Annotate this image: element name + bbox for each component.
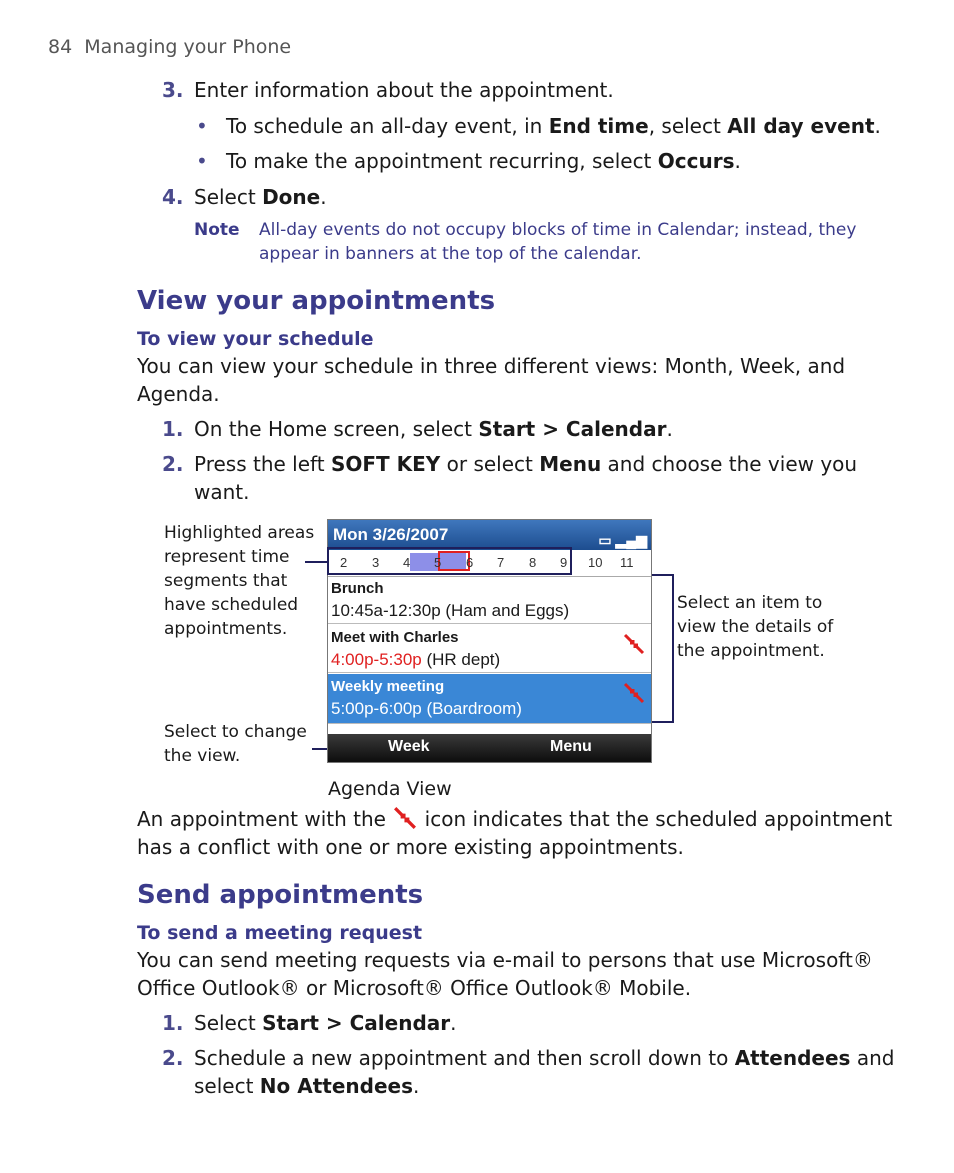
note-label: Note — [194, 220, 240, 240]
figure-caption: Agenda View — [328, 778, 452, 800]
bullet-1: To schedule an all-day event, in End time, select All day event. — [226, 114, 881, 138]
s1-step-1-text: On the Home screen, select Start > Calendar. — [194, 417, 673, 441]
s2-step-2-num: 2. — [162, 1046, 184, 1070]
s2-step-2-text: Schedule a new appointment and then scroll down to Attendees and select No Attendees. — [194, 1046, 895, 1098]
appointment-name: Brunch — [331, 580, 384, 597]
appointment-time: 4:00p-5:30p (HR dept) — [331, 650, 501, 669]
bullet-2: To make the appointment recurring, select Occurs. — [226, 149, 741, 173]
s2-step-1-num: 1. — [162, 1011, 184, 1035]
bullet-dot: • — [196, 149, 208, 173]
page-number: 84 — [48, 36, 73, 58]
battery-signal-icon: ▭ ▂▄▆ — [598, 532, 647, 548]
callout-line — [672, 574, 674, 723]
appointment-item[interactable] — [328, 625, 651, 673]
appointment-item-selected[interactable] — [328, 674, 651, 724]
conflict-icon — [623, 682, 645, 704]
appointment-time: 5:00p-6:00p (Boardroom) — [331, 699, 522, 718]
section-subtitle: To view your schedule — [137, 328, 374, 350]
conflict-paragraph: An appointment with the icon indicates that the scheduled appointment has a conflict with one or more existing appointments. — [137, 807, 893, 859]
hour-label: 7 — [497, 555, 505, 570]
callout-line — [305, 561, 327, 563]
hour-label: 11 — [620, 555, 634, 570]
page-header — [48, 36, 291, 58]
hour-label: 10 — [588, 555, 603, 570]
hour-strip-callout-box — [327, 547, 572, 575]
appointment-name: Weekly meeting — [331, 678, 445, 695]
hour-label: 6 — [466, 555, 474, 570]
step-3: 3. — [162, 78, 184, 102]
callout-line — [652, 721, 674, 723]
conflict-icon — [392, 806, 418, 830]
conflict-icon — [623, 633, 645, 655]
bullet-dot: • — [196, 114, 208, 138]
hour-label: 4 — [403, 555, 411, 570]
section-title: Send appointments — [137, 880, 424, 910]
hour-label: 5 — [434, 555, 442, 570]
appointment-time: 10:45a-12:30p (Ham and Eggs) — [331, 601, 570, 620]
section-subtitle: To send a meeting request — [137, 922, 423, 944]
callout-highlighted-areas: Highlighted areas represent time segments that have scheduled appointments. — [164, 523, 315, 639]
appointment-item[interactable] — [328, 576, 651, 624]
s2-step-1-text: Select Start > Calendar. — [194, 1011, 457, 1035]
hour-label: 3 — [372, 555, 380, 570]
hour-label: 9 — [560, 555, 568, 570]
phone-title-bar — [328, 520, 651, 550]
section-name: Managing your Phone — [84, 36, 292, 58]
hour-label: 2 — [340, 555, 348, 570]
step-3-text: Enter information about the appointment. — [194, 78, 614, 102]
step-4-text: Select Done. — [194, 185, 327, 209]
s1-step-2-num: 2. — [162, 452, 184, 476]
section-body: You can send meeting requests via e-mail to persons that use Microsoft® Office Outlook® or Microsoft® Office Outlook® Mobile. — [137, 948, 873, 1000]
softkey-bar — [328, 734, 651, 762]
callout-change-view: Select to change the view. — [164, 722, 307, 766]
callout-select-item: Select an item to view the details of the appointment. — [677, 593, 834, 661]
note-text: All-day events do not occupy blocks of time in Calendar; instead, they appear in banners at the top of the calendar. — [259, 220, 857, 264]
softkey-right-menu[interactable]: Menu — [550, 738, 592, 755]
hour-label: 8 — [529, 555, 537, 570]
s1-step-2-text: Press the left SOFT KEY or select Menu and choose the view you want. — [194, 452, 858, 504]
s1-step-1-num: 1. — [162, 417, 184, 441]
phone-date: Mon 3/26/2007 — [333, 525, 449, 544]
appointment-name: Meet with Charles — [331, 629, 459, 646]
step-4-num: 4. — [162, 185, 184, 209]
section-body: You can view your schedule in three different views: Month, Week, and Agenda. — [137, 354, 846, 406]
section-title: View your appointments — [137, 286, 496, 316]
softkey-left-week[interactable]: Week — [388, 738, 430, 755]
callout-line — [652, 574, 674, 576]
